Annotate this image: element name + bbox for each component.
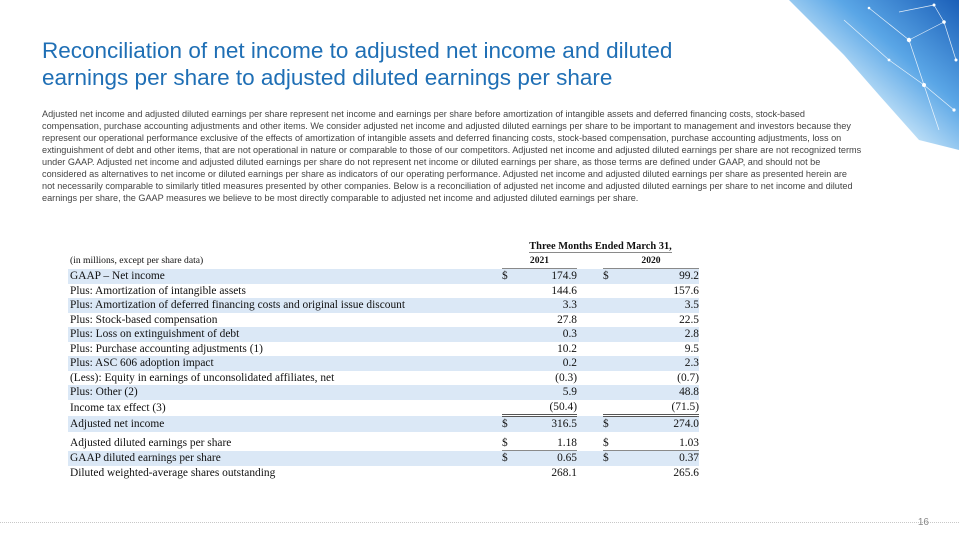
currency-2020 — [603, 284, 613, 299]
currency-2021 — [502, 327, 512, 342]
table-row — [68, 385, 699, 400]
currency-2021 — [502, 371, 512, 386]
year-2020-header: 2020 — [603, 254, 699, 269]
currency-2021 — [502, 284, 512, 299]
value-2020: 2.8 — [613, 327, 699, 342]
value-2021: 27.8 — [557, 313, 577, 326]
value-2020: 265.6 — [673, 466, 699, 479]
value-2021: 5.9 — [512, 385, 577, 400]
row-label: Diluted weighted-average shares outstanding — [70, 466, 276, 479]
row-label: Plus: Amortization of deferred financing costs and original issue discount — [68, 298, 502, 313]
value-2020: 0.37 — [613, 451, 699, 466]
value-2021: 174.9 — [512, 269, 577, 284]
value-2021: 0.3 — [512, 327, 577, 342]
value-2021: 144.6 — [551, 284, 577, 297]
value-2020: 22.5 — [679, 313, 699, 326]
row-label: GAAP – Net income — [68, 269, 502, 284]
currency-2020 — [603, 313, 613, 328]
currency-2021: $ — [502, 416, 512, 432]
currency-2020: $ — [603, 269, 613, 284]
row-label: Adjusted diluted earnings per share — [70, 437, 232, 449]
table-row — [68, 284, 699, 299]
currency-2020 — [603, 298, 613, 313]
table-row — [68, 400, 699, 416]
value-2021: (0.3) — [555, 371, 577, 384]
table-row — [68, 313, 699, 328]
value-2020: 99.2 — [613, 269, 699, 284]
table-row — [68, 327, 699, 342]
row-label: Income tax effect (3) — [70, 401, 166, 414]
currency-2020: $ — [603, 451, 613, 466]
currency-2020 — [603, 356, 613, 371]
value-2021: (50.4) — [512, 400, 577, 416]
value-2020: (0.7) — [677, 371, 699, 384]
row-label: GAAP diluted earnings per share — [68, 451, 502, 466]
table-row — [68, 356, 699, 371]
currency-2020 — [603, 371, 613, 386]
value-2021: 316.5 — [512, 416, 577, 432]
slide-title — [42, 37, 802, 91]
table-row — [68, 298, 699, 313]
value-2021: 0.65 — [512, 451, 577, 466]
currency-2020: $ — [603, 436, 613, 451]
period-header: Three Months Ended March 31, — [529, 241, 672, 252]
currency-2021: $ — [502, 451, 512, 466]
value-2020: 9.5 — [684, 342, 699, 355]
row-label: Plus: ASC 606 adoption impact — [68, 356, 502, 371]
table-row — [68, 342, 699, 357]
value-2020: 3.5 — [613, 298, 699, 313]
page-number: 16 — [917, 517, 929, 528]
intro-paragraph: Adjusted net income and adjusted diluted earnings per share represent net income and earnings per share before amortization of intangible assets and deferred financing costs, stock-based compensation, purchase accounting adjustments and other items. We consider adjusted net income and adjusted diluted earnings per share to be important to management and investors because they represent our operational performance exclusive of the effects of amortization of intangible assets and deferred financing costs, stock-based compensation, purchase accounting adjustments, loss on extinguishment of debt and other items, that are not operational in nature or comparable to those of our competitors. Adjusted net income and adjusted diluted earnings per share are not recognized terms under GAAP. Adjusted net income and adjusted diluted earnings per share do not represent net income or diluted earnings per share, as those terms are defined under GAAP, and should not be considered as alternatives to net income or diluted earnings per share as indicators of our operating performance. Adjusted net income and adjusted diluted earnings per share as presented herein are not necessarily comparable to similarly titled measures presented by other companies. Below is a reconciliation of adjusted net income and adjusted diluted earnings per share to net income and diluted earnings per share, the GAAP measures we believe to be most directly comparable to adjusted net income and adjusted diluted earnings per share. — [42, 109, 862, 204]
currency-2020: $ — [603, 416, 613, 432]
title-line-1: Reconciliation of net income to adjusted net income and diluted — [42, 38, 673, 63]
currency-2021 — [502, 466, 512, 481]
row-label: Plus: Purchase accounting adjustments (1) — [70, 342, 263, 355]
value-2020: 157.6 — [673, 284, 699, 297]
currency-2021 — [502, 385, 512, 400]
row-label: Plus: Amortization of intangible assets — [70, 284, 246, 297]
table-row — [68, 371, 699, 386]
currency-2021 — [502, 356, 512, 371]
footer-divider — [0, 522, 959, 523]
row-label: Plus: Stock-based compensation — [70, 313, 218, 326]
table-row — [68, 451, 699, 466]
currency-2021 — [502, 298, 512, 313]
table-row — [68, 466, 699, 481]
row-label: Plus: Other (2) — [68, 385, 502, 400]
value-2021: 10.2 — [557, 342, 577, 355]
table-row — [68, 269, 699, 284]
row-label: (Less): Equity in earnings of unconsolidated affiliates, net — [70, 371, 335, 384]
currency-2020 — [603, 466, 613, 481]
value-2020: 274.0 — [613, 416, 699, 432]
currency-2021 — [502, 313, 512, 328]
currency-2020 — [603, 385, 613, 400]
reconciliation-table — [68, 240, 699, 480]
value-2021: 268.1 — [551, 466, 577, 479]
table-row — [68, 416, 699, 432]
units-label: (in millions, except per share data) — [70, 255, 204, 267]
value-2021: 0.2 — [512, 356, 577, 371]
value-2021: 3.3 — [512, 298, 577, 313]
value-2021: 1.18 — [512, 436, 577, 451]
value-2020: 1.03 — [613, 436, 699, 451]
value-2020: 48.8 — [613, 385, 699, 400]
table-row — [68, 436, 699, 451]
row-label: Adjusted net income — [68, 416, 502, 432]
currency-2020 — [603, 342, 613, 357]
row-label: Plus: Loss on extinguishment of debt — [68, 327, 502, 342]
value-2020: 2.3 — [613, 356, 699, 371]
year-2021-header: 2021 — [502, 254, 577, 269]
title-line-2: earnings per share to adjusted diluted earnings per share — [42, 65, 613, 90]
currency-2021: $ — [502, 269, 512, 284]
table-header-year-row — [68, 254, 699, 269]
currency-2021: $ — [502, 436, 512, 451]
currency-2020 — [603, 400, 613, 416]
value-2020: (71.5) — [613, 400, 699, 416]
currency-2020 — [603, 327, 613, 342]
table-header-period-row — [68, 240, 699, 254]
currency-2021 — [502, 342, 512, 357]
currency-2021 — [502, 400, 512, 416]
